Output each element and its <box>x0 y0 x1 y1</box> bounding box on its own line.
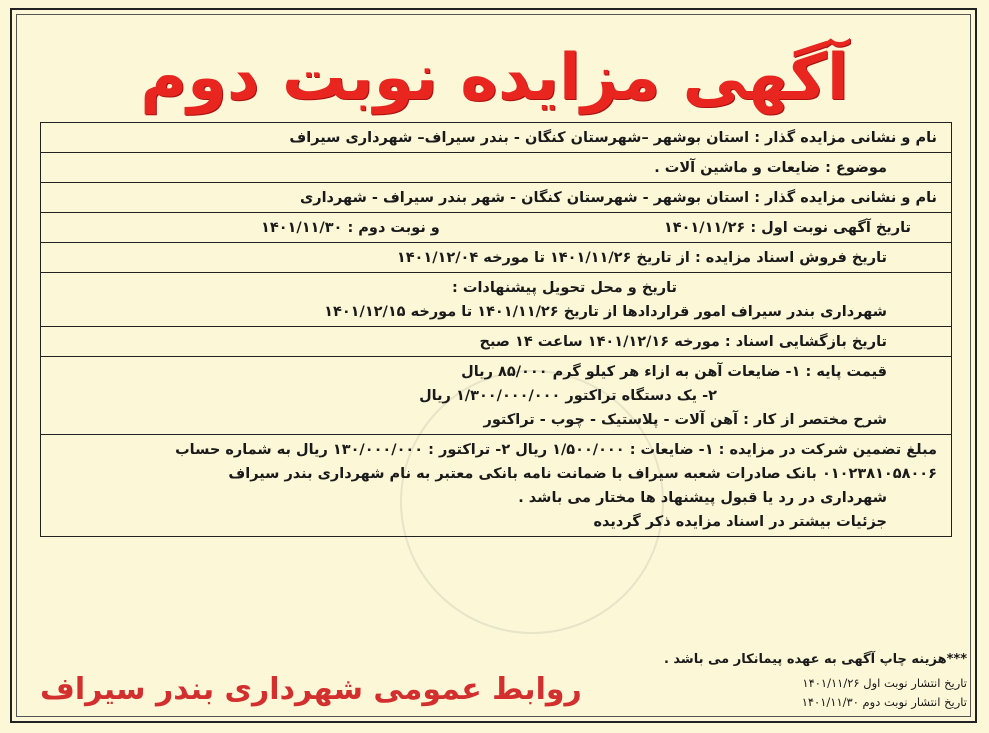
table-row <box>40 122 952 153</box>
price-line-1: قیمت پایه : ۱- ضایعات آهن به ازاء هر کیلو گرم ۸۵/۰۰۰ ریال <box>461 364 887 380</box>
organizer-line: نام و نشانی مزایده گذار : استان بوشهر –شهرستان کنگان - بندر سیراف– شهرداری سیراف <box>289 130 937 146</box>
organizer-address-line: نام و نشانی مزایده گذار : استان بوشهر - شهرستان کنگان - شهر بندر سیراف - شهرداری <box>299 190 937 206</box>
price-line-2: ۲- یک دستگاه تراکتور ۱/۳۰۰/۰۰۰/۰۰۰ ریال <box>419 388 717 404</box>
page-title: آگهی مزایده نوبت دوم <box>140 41 849 115</box>
sale-docs-line: تاریخ فروش اسناد مزایده : از تاریخ ۱۴۰۱/۱۱/۲۶ تا مورخه ۱۴۰۱/۱۲/۰۴ <box>396 250 887 266</box>
table-row <box>40 327 952 357</box>
table-row <box>40 183 952 213</box>
first-ad-date: تاریخ آگهی نوبت اول : ۱۴۰۱/۱۱/۲۶ <box>663 220 911 236</box>
publication-dates <box>802 674 967 712</box>
table-row <box>40 153 952 183</box>
publication-date-second: تاریخ انتشار نوبت دوم ۱۴۰۱/۱۱/۳۰ <box>801 695 967 709</box>
signature: روابط عمومی شهرداری بندر سیراف <box>40 672 582 707</box>
notice-table <box>40 122 952 537</box>
subject-line: موضوع : ضایعات و ماشین آلات . <box>654 160 887 176</box>
table-row <box>40 273 952 327</box>
table-row <box>40 243 952 273</box>
footer-note: ***هزینه چاپ آگهی به عهده پیمانکار می باشد . <box>663 652 967 667</box>
guarantee-line-3: شهرداری در رد یا قبول پیشنهاد ها مختار می باشد . <box>518 490 887 506</box>
proposals-detail: شهرداری بندر سیراف امور قراردادها از تاریخ ۱۴۰۱/۱۱/۲۶ تا مورخه ۱۴۰۱/۱۲/۱۵ <box>324 304 887 320</box>
opening-line: تاریخ بازگشایی اسناد : مورخه ۱۴۰۱/۱۲/۱۶ ساعت ۱۴ صبح <box>479 334 887 350</box>
table-row <box>40 435 952 537</box>
second-ad-date: و نوبت دوم : ۱۴۰۱/۱۱/۳۰ <box>261 220 440 236</box>
guarantee-line-4: جزئیات بیشتر در اسناد مزایده ذکر گردیده <box>593 514 887 530</box>
proposals-heading: تاریخ و محل تحویل پیشنهادات : <box>452 280 677 296</box>
table-row <box>40 357 952 435</box>
guarantee-line-2: ۰۱۰۲۳۸۱۰۵۸۰۰۶ بانک صادرات شعبه سیراف با ضمانت نامه بانکی معتبر به نام شهرداری بندر سیراف <box>228 466 937 482</box>
table-row <box>40 213 952 243</box>
work-description-line: شرح مختصر از کار : آهن آلات - پلاستیک - چوب - تراکتور <box>483 412 887 428</box>
guarantee-line-1: مبلغ تضمین شرکت در مزایده : ۱- ضایعات : ۱/۵۰۰/۰۰۰ ریال ۲- تراکتور : ۱۳۰/۰۰۰/۰۰۰ ریال به شماره حساب <box>175 442 937 458</box>
publication-date-first: تاریخ انتشار نوبت اول ۱۴۰۱/۱۱/۲۶ <box>802 676 967 690</box>
